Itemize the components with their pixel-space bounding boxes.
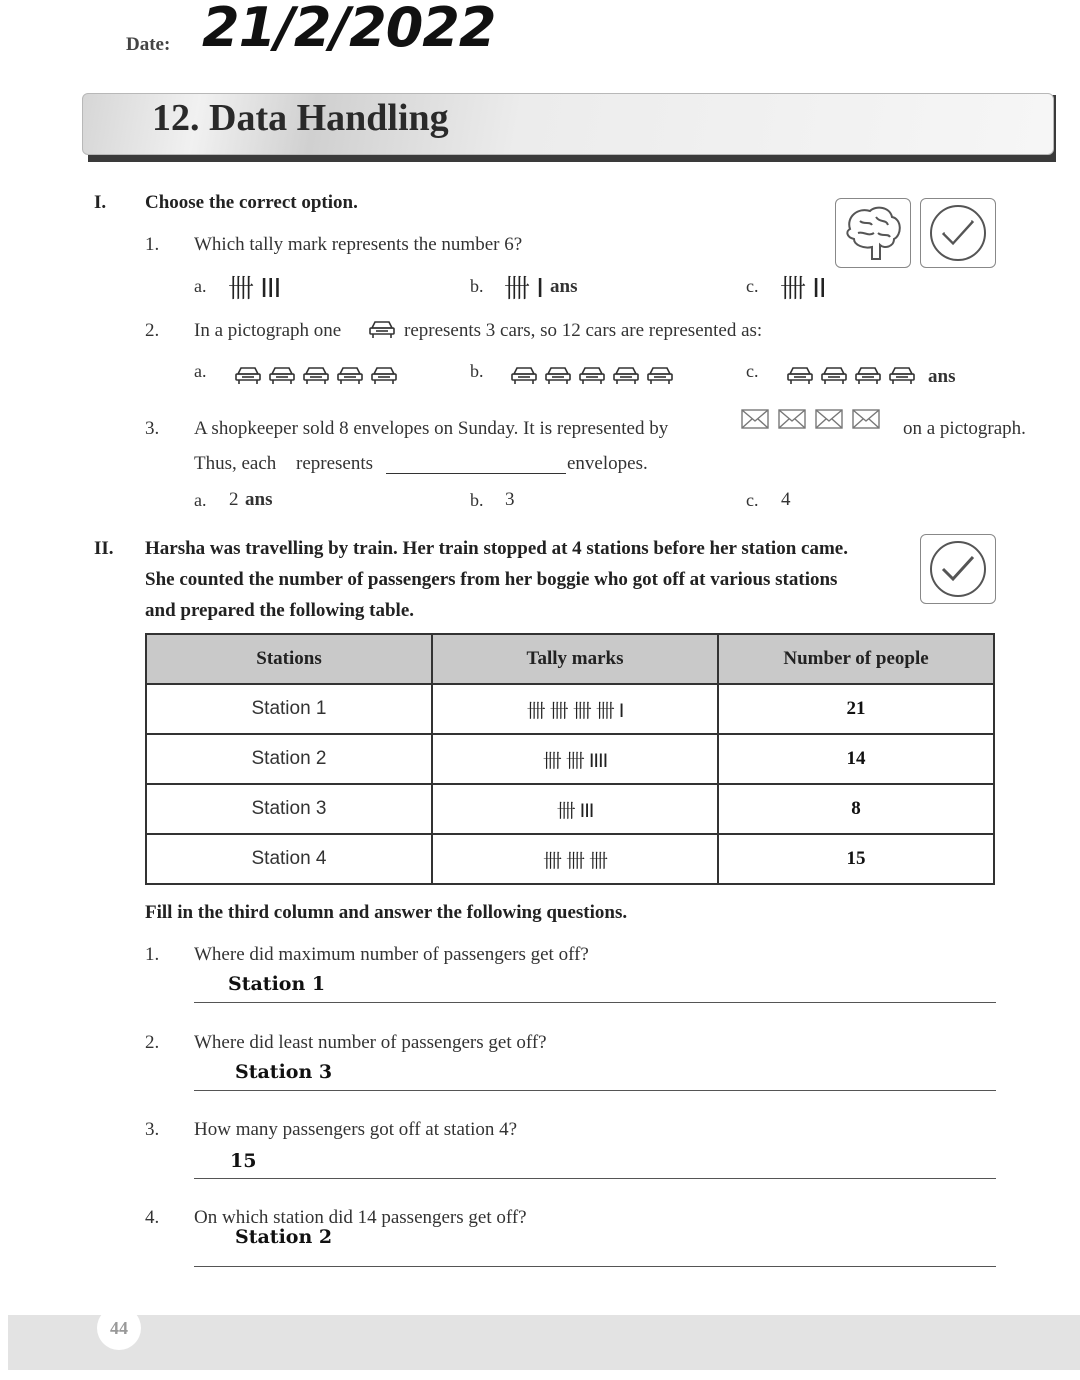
q3-option-b-value: 3: [505, 489, 515, 510]
q2-option-b-cars: [510, 364, 680, 391]
brain-icon-box: [835, 198, 911, 268]
q2-option-c-letter: c.: [746, 361, 759, 381]
q1-option-b-letter: b.: [470, 276, 484, 296]
q3-text-after: on a pictograph.: [903, 418, 1026, 439]
header-tally-marks: Tally marks: [432, 634, 718, 684]
table-row: [146, 834, 994, 884]
date-label: Date:: [126, 34, 171, 55]
car-icon: [820, 364, 848, 386]
car-icon: [854, 364, 882, 386]
q3-option-a-value: 2: [229, 489, 239, 510]
q3-line2-before: Thus, each: [194, 453, 277, 474]
car-icon: [786, 364, 814, 386]
q3-option-b-letter: b.: [470, 490, 484, 510]
number-cell: 21: [718, 684, 994, 734]
ii-q2-number: 2.: [145, 1032, 160, 1053]
q3-line2-after: envelopes.: [567, 453, 648, 474]
q3-line2-mid: represents: [296, 453, 374, 474]
car-icon: [234, 364, 262, 386]
car-icon: [612, 364, 640, 386]
car-icon: [370, 364, 398, 386]
car-icon: [510, 364, 538, 386]
ii-q4-answer-line: [194, 1266, 996, 1267]
section-2-heading-line-3: and prepared the following table.: [145, 600, 415, 621]
car-icon: [646, 364, 674, 386]
section-2-heading-line-2: She counted the number of passengers from her boggie who got off at various stations: [145, 569, 838, 590]
fill-instruction: Fill in the third column and answer the following questions.: [145, 902, 628, 923]
q2-option-c-answer: ans: [928, 366, 956, 387]
ii-q2-text: Where did least number of passengers get off?: [194, 1032, 547, 1053]
section-1-heading: Choose the correct option.: [145, 192, 358, 213]
date-value: 21/2/2022: [202, 0, 496, 59]
q1-option-b-answer: ans: [550, 276, 578, 297]
q1-option-c-letter: c.: [746, 276, 759, 296]
q2-text-before: In a pictograph one: [194, 320, 342, 341]
ii-q1-number: 1.: [145, 944, 160, 965]
car-icon: [368, 318, 396, 340]
car-icon: [268, 364, 296, 386]
ii-q4-answer: Station 2: [235, 1226, 333, 1248]
ii-q1-answer: Station 1: [228, 973, 326, 995]
passenger-table: [145, 633, 995, 885]
q1-option-c-tally: 卌 II: [780, 274, 826, 304]
envelope-icon: [851, 408, 881, 430]
q2-text-after: represents 3 cars, so 12 cars are represented as:: [404, 320, 763, 341]
tally-cell: 卌 卌 卌: [432, 834, 718, 884]
ii-q1-answer-line: [194, 1002, 996, 1003]
tally-cell: 卌 III: [432, 784, 718, 834]
q3-blank: [386, 455, 566, 474]
q2-option-a-letter: a.: [194, 361, 207, 381]
car-icon: [544, 364, 572, 386]
brain-icon: [836, 199, 910, 267]
footer-bar: [8, 1315, 1080, 1370]
section-1-number: I.: [94, 192, 107, 213]
car-icon: [578, 364, 606, 386]
table-row: [146, 734, 994, 784]
ii-q3-answer: 15: [230, 1150, 257, 1172]
ii-q3-number: 3.: [145, 1119, 160, 1140]
q3-option-a-answer: ans: [245, 489, 273, 510]
station-cell: Station 2: [146, 734, 432, 784]
number-cell: 15: [718, 834, 994, 884]
check-icon-box: [920, 198, 996, 268]
page-number: 44: [97, 1306, 141, 1350]
envelope-icon: [814, 408, 844, 430]
q1-option-a-tally: 卌 III: [228, 274, 281, 304]
q1-option-a-letter: a.: [194, 276, 207, 296]
check-icon: [921, 199, 995, 267]
car-icon: [302, 364, 330, 386]
table-header-row: [146, 634, 994, 684]
ii-q2-answer: Station 3: [235, 1061, 333, 1083]
table-row: [146, 784, 994, 834]
q2-option-c-cars: [786, 364, 922, 391]
check-icon-box-2: [920, 534, 996, 604]
q1-option-b-tally: 卌 I: [504, 274, 543, 304]
station-cell: Station 4: [146, 834, 432, 884]
envelope-icon: [740, 408, 770, 430]
ii-q2-answer-line: [194, 1090, 996, 1091]
number-cell: 8: [718, 784, 994, 834]
q3-option-a-letter: a.: [194, 490, 207, 510]
q1-number: 1.: [145, 234, 160, 255]
q3-number: 3.: [145, 418, 160, 439]
tally-cell: 卌 卌 卌 卌 I: [432, 684, 718, 734]
envelope-icons: [740, 408, 888, 435]
tally-cell: 卌 卌 IIII: [432, 734, 718, 784]
car-icon: [336, 364, 364, 386]
section-2-heading-line-1: Harsha was travelling by train. Her train stopped at 4 stations before her station came.: [145, 538, 848, 559]
ii-q3-text: How many passengers got off at station 4?: [194, 1119, 518, 1140]
ii-q4-number: 4.: [145, 1207, 160, 1228]
check-icon: [921, 535, 995, 603]
section-2-number: II.: [94, 538, 114, 559]
car-icon: [888, 364, 916, 386]
table-row: [146, 684, 994, 734]
ii-q1-text: Where did maximum number of passengers get off?: [194, 944, 589, 965]
q2-option-b-letter: b.: [470, 361, 484, 381]
q3-text-before: A shopkeeper sold 8 envelopes on Sunday. It is represented by: [194, 418, 669, 439]
q2-number: 2.: [145, 320, 160, 341]
page-title: 12. Data Handling: [152, 97, 449, 139]
header-stations: Stations: [146, 634, 432, 684]
q2-option-a-cars: [234, 364, 404, 391]
envelope-icon: [777, 408, 807, 430]
q3-option-c-value: 4: [781, 489, 791, 510]
number-cell: 14: [718, 734, 994, 784]
header-number-of-people: Number of people: [718, 634, 994, 684]
ii-q4-text: On which station did 14 passengers get off?: [194, 1207, 527, 1228]
station-cell: Station 3: [146, 784, 432, 834]
q1-text: Which tally mark represents the number 6?: [194, 234, 523, 255]
station-cell: Station 1: [146, 684, 432, 734]
ii-q3-answer-line: [194, 1178, 996, 1179]
q3-option-c-letter: c.: [746, 490, 759, 510]
